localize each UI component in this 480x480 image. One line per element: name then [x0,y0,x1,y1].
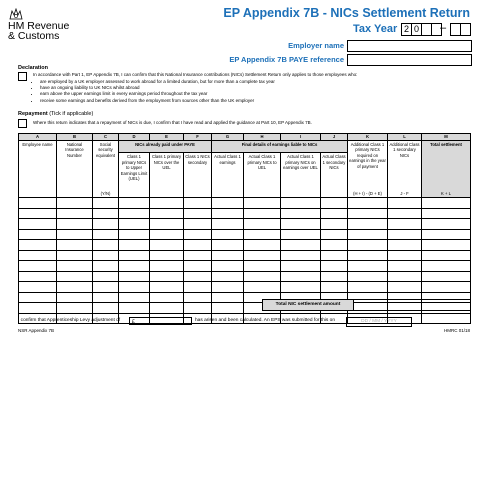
table-cell[interactable] [212,229,244,240]
table-cell[interactable] [184,271,212,282]
table-cell[interactable] [93,250,119,261]
table-cell[interactable] [150,292,184,303]
table-cell[interactable] [119,219,150,230]
table-cell[interactable] [150,250,184,261]
table-cell[interactable] [422,313,471,324]
table-cell[interactable] [281,198,321,209]
table-row [19,208,471,219]
header-total-settlement [422,141,471,198]
table-cell[interactable] [212,292,244,303]
table-cell[interactable] [212,198,244,209]
table-cell[interactable] [321,261,348,272]
table-cell[interactable] [244,282,281,293]
table-cell[interactable] [321,229,348,240]
header-additional-primary [348,141,388,198]
tax-year-label: Tax Year [353,23,398,35]
table-cell[interactable] [244,208,281,219]
table-cell[interactable] [348,271,388,282]
table-cell[interactable] [19,229,57,240]
header-secondary-nics: Class 1 NICs secondary [184,153,212,198]
table-cell[interactable] [422,261,471,272]
table-cell[interactable] [119,198,150,209]
table-cell[interactable] [212,250,244,261]
table-cell[interactable] [119,271,150,282]
column-letter: I [281,134,321,141]
group-header-nics-paid: NICs already paid under PAYE [119,141,212,153]
header-primary-over-uel: Class 1 primary NICs over the UEL [150,153,184,198]
table-cell[interactable] [212,303,244,314]
column-letter: E [150,134,184,141]
header-actual-secondary: Actual Class 1 secondary NICs [321,153,348,198]
declaration-bullet: • have an ongoing liability to UK NICs whilst abroad [40,85,480,91]
table-cell[interactable] [184,282,212,293]
declaration-heading: Declaration [18,65,48,71]
table-cell[interactable] [19,261,57,272]
table-cell[interactable] [57,282,93,293]
column-letter: L [388,134,422,141]
table-cell[interactable] [281,271,321,282]
column-letter-row [19,134,471,141]
table-cell[interactable] [19,282,57,293]
table-row [19,240,471,251]
table-cell[interactable] [388,219,422,230]
table-cell[interactable] [119,282,150,293]
table-cell[interactable] [348,219,388,230]
header-actual-primary-to-uel: Actual Class 1 primary NICs to UEL [244,153,281,198]
column-letter: A [19,134,57,141]
table-cell[interactable] [212,219,244,230]
column-letter: B [57,134,93,141]
table-cell[interactable] [119,240,150,251]
tax-year-digit-1[interactable]: 2 [401,23,412,36]
header-additional-secondary [388,141,422,198]
table-cell[interactable] [93,229,119,240]
table-cell[interactable] [150,240,184,251]
table-cell[interactable] [19,219,57,230]
table-cell[interactable] [184,208,212,219]
table-cell[interactable] [321,198,348,209]
table-cell[interactable] [388,229,422,240]
header-additional-primary-text: Additional Class 1 primary NICs required on earnings in the year of payment [349,142,386,169]
group-header-final-earnings: Final details of earnings liable to NICs [212,141,348,153]
royal-crest-icon [9,8,23,20]
table-cell[interactable] [184,229,212,240]
table-cell[interactable] [321,282,348,293]
header-additional-secondary-text: Additional Class 1 secondary NICs [389,142,420,158]
table-cell[interactable] [184,198,212,209]
table-cell[interactable] [348,229,388,240]
table-cell[interactable] [57,271,93,282]
table-cell[interactable] [184,240,212,251]
table-cell[interactable] [19,250,57,261]
currency-symbol: £ [132,319,135,325]
levy-confirm-middle: has arisen and been calculated. An EPS was submitted for this on [195,318,335,323]
repayment-checkbox[interactable] [18,119,27,128]
table-cell[interactable] [119,250,150,261]
tax-year-digit-2[interactable]: 0 [411,23,422,36]
table-cell[interactable] [281,282,321,293]
table-cell[interactable] [281,229,321,240]
header-actual-primary-over-uel: Actual Class 1 primary NICs on earnings over UEL [281,153,321,198]
table-cell[interactable] [184,219,212,230]
header-formula-m: K + L [441,190,451,196]
header-primary-to-uel: Class 1 primary NICs to Upper Earnings Limit (UEL) [119,153,150,198]
table-cell[interactable] [184,250,212,261]
column-header-row [19,141,471,153]
repayment-heading [18,111,93,117]
table-cell[interactable] [184,303,212,314]
table-cell[interactable] [422,240,471,251]
column-letter: G [212,134,244,141]
header-employee-name: Employee name [19,141,57,198]
employer-name-field[interactable] [347,40,472,52]
table-cell[interactable] [19,303,57,314]
column-letter: F [184,134,212,141]
table-cell[interactable] [422,250,471,261]
table-cell[interactable] [119,229,150,240]
table-cell[interactable] [388,250,422,261]
table-cell[interactable] [244,240,281,251]
logo-text-line2: & Customs [8,30,60,42]
table-cell[interactable] [348,282,388,293]
table-cell[interactable] [57,240,93,251]
table-cell[interactable] [19,271,57,282]
table-cell[interactable] [321,250,348,261]
table-cell[interactable] [422,219,471,230]
repayment-heading-text: Repayment [18,111,48,117]
declaration-bullet-list [24,79,480,104]
table-cell[interactable] [321,208,348,219]
table-cell[interactable] [422,282,471,293]
table-row [19,219,471,230]
table-cell[interactable] [388,261,422,272]
footer-form-version: HMRC 01/18 [443,328,470,333]
header-social-security-text: Social security equivalent [95,142,116,158]
column-letter: H [244,134,281,141]
table-cell[interactable] [93,208,119,219]
header-yn-note: (Y/N) [100,190,111,196]
table-cell[interactable] [281,250,321,261]
table-cell[interactable] [57,219,93,230]
table-cell[interactable] [244,261,281,272]
table-cell[interactable] [212,208,244,219]
table-cell[interactable] [150,261,184,272]
table-cell[interactable] [388,208,422,219]
tax-year-digit-6[interactable] [460,23,471,36]
declaration-bullet: • earn above the upper earnings limit in every earnings period throughout the tax year [40,91,480,97]
employer-name-label: Employer name [288,41,344,50]
table-cell[interactable] [119,208,150,219]
table-cell[interactable] [119,261,150,272]
table-cell[interactable] [184,261,212,272]
table-row [19,229,471,240]
table-cell[interactable] [244,271,281,282]
declaration-bullet: • are employed by a UK employer assessed to work abroad for a limited duration, but for more than a complete tax year [40,79,480,85]
table-cell[interactable] [150,208,184,219]
table-cell[interactable] [212,240,244,251]
table-cell[interactable] [93,261,119,272]
table-cell[interactable] [119,303,150,314]
footer-form-name: NSR Appendix 7B [18,328,55,333]
column-letter: J [321,134,348,141]
total-settlement-label: Total NIC settlement amount [262,299,354,311]
table-cell[interactable] [348,208,388,219]
table-cell[interactable] [212,261,244,272]
header-ni-number: National Insurance Number [57,141,93,198]
column-letter: C [93,134,119,141]
table-cell[interactable] [19,198,57,209]
table-cell[interactable] [150,229,184,240]
table-cell[interactable] [281,240,321,251]
table-cell[interactable] [348,198,388,209]
table-row [19,282,471,293]
table-cell[interactable] [57,261,93,272]
logo-text-line1: HM Revenue [8,20,70,32]
table-cell[interactable] [19,292,57,303]
table-cell[interactable] [348,261,388,272]
table-row [19,198,471,209]
table-cell[interactable] [93,271,119,282]
repayment-text: Where this return indicates that a repayment of NICs is due, I confirm that I have read and applied the guidance at Part 10, EP Appendix 7B. [33,120,312,125]
table-cell[interactable] [281,261,321,272]
declaration-text: In accordance with Part 1, EP Appendix 7B, I can confirm that this National Insurance contributions (NICs) Settlement Return only applies to those employees who: [33,72,358,77]
table-cell[interactable] [244,250,281,261]
table-cell[interactable] [321,219,348,230]
table-cell[interactable] [348,250,388,261]
table-cell[interactable] [422,208,471,219]
table-cell[interactable] [388,198,422,209]
table-row [19,250,471,261]
table-cell[interactable] [93,198,119,209]
table-cell[interactable] [150,271,184,282]
table-cell[interactable] [93,219,119,230]
header-social-security [93,141,119,198]
table-row [19,271,471,282]
table-cell[interactable] [150,282,184,293]
table-row [19,261,471,272]
table-cell[interactable] [281,219,321,230]
table-cell[interactable] [57,229,93,240]
header-actual-earnings: Actual Class 1 earnings [212,153,244,198]
table-cell[interactable] [348,240,388,251]
eps-date-field[interactable]: DD / MM / YYYY [346,317,412,327]
table-cell[interactable] [388,282,422,293]
column-letter: M [422,134,471,141]
table-cell[interactable] [388,271,422,282]
tax-year-dash: – [440,22,447,34]
header-formula-k: (H + I) - (D + E) [353,190,382,196]
table-cell[interactable] [244,229,281,240]
table-cell[interactable] [184,292,212,303]
table-cell[interactable] [422,271,471,282]
table-cell[interactable] [57,250,93,261]
table-cell[interactable] [281,208,321,219]
header-total-settlement-text: Total settlement [430,142,462,147]
table-cell[interactable] [93,240,119,251]
table-cell[interactable] [93,303,119,314]
table-cell[interactable] [57,292,93,303]
document-title: EP Appendix 7B - NICs Settlement Return [223,6,470,20]
column-letter: K [348,134,388,141]
table-cell[interactable] [244,219,281,230]
table-cell[interactable] [57,303,93,314]
table-cell[interactable] [57,208,93,219]
table-cell[interactable] [321,240,348,251]
table-cell[interactable] [19,208,57,219]
table-cell[interactable] [150,219,184,230]
table-cell[interactable] [119,292,150,303]
table-cell[interactable] [388,240,422,251]
levy-amount-field[interactable] [129,317,192,325]
total-settlement-field[interactable] [353,299,471,311]
table-cell[interactable] [212,282,244,293]
header-formula-l: J - F [400,190,409,196]
nics-settlement-table [18,133,471,324]
table-cell[interactable] [150,198,184,209]
paye-reference-label: EP Appendix 7B PAYE reference [229,55,344,64]
table-cell[interactable] [93,282,119,293]
table-cell[interactable] [212,271,244,282]
paye-reference-field[interactable] [347,54,472,66]
declaration-bullet: • receive some earnings and benefits derived from the employment from sources other than the UK employer [40,98,480,104]
table-cell[interactable] [422,229,471,240]
table-cell[interactable] [57,198,93,209]
repayment-heading-note: (Tick if applicable) [49,111,94,117]
table-cell[interactable] [19,240,57,251]
table-cell[interactable] [150,303,184,314]
table-cell[interactable] [321,271,348,282]
table-cell[interactable] [244,198,281,209]
column-letter: D [119,134,150,141]
table-cell[interactable] [93,292,119,303]
table-cell[interactable] [422,198,471,209]
levy-confirm-prefix: I confirm that Apprenticeship Levy adjustment of [18,318,121,323]
